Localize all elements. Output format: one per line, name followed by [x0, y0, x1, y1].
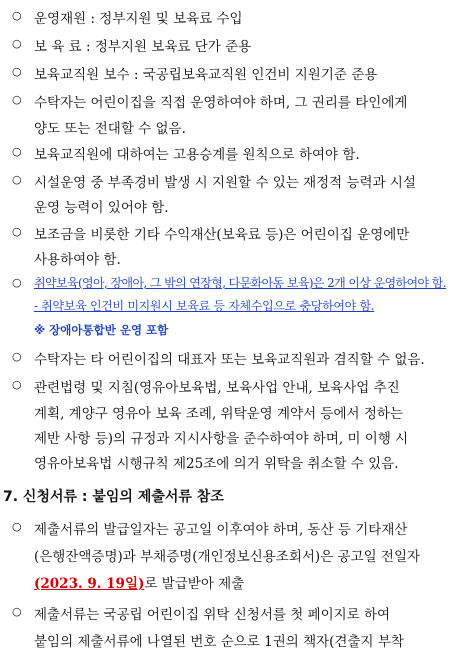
item-text-cont: 사용하여야 함. — [34, 252, 121, 268]
item-text-cont: (은행잔액증명)과 부채증명(개인정보신용조회서)은 공고일 전일자 — [34, 549, 421, 565]
item-text: 수탁자는 타 어린이집의 대표자 또는 보육교직원과 겸직할 수 없음. — [34, 352, 425, 368]
item-text: 보조금을 비롯한 기타 수익재산(보육료 등)은 어린이집 운영에만 — [34, 227, 410, 243]
item-text: 시설운영 중 부족경비 발생 시 지원할 수 있는 재정적 능력과 시설 — [34, 175, 416, 191]
bullet-icon: ○ — [12, 350, 22, 363]
item-text: 제출서류는 국공립 어린이집 위탁 신청서를 첫 페이지로 하여 — [34, 607, 391, 623]
item-text: 관련법령 및 지침(영유아보육법, 보육사업 안내, 보육사업 추진 — [34, 380, 400, 396]
item-text: 운영재원 : 정부지원 및 보육료 수입 — [34, 11, 243, 27]
deadline-date: (2023. 9. 19일) — [34, 576, 145, 592]
item-text: 보육교직원에 대하여는 고용승계를 원칙으로 하여야 함. — [34, 147, 360, 163]
bullet-icon: ○ — [12, 37, 22, 50]
item-text-cont: 계획, 계양구 영유아 보육 조례, 위탁운영 계약서 등에서 정하는 — [34, 406, 403, 422]
note-text: ※ 장애아통합반 운영 포함 — [34, 323, 169, 337]
item-text-cont: 붙임의 제출서류에 나열된 번호 순으로 1권의 책자(견출지 부착 — [34, 634, 404, 650]
item-text-cont: - 취약보육 인건비 미지원시 보육료 등 자체수입으로 충당하여야 함. — [34, 299, 375, 313]
bullet-icon: ○ — [12, 276, 22, 289]
bullet-icon: ○ — [12, 9, 22, 22]
item-text: 수탁자는 어린이집을 직접 운영하여야 하며, 그 권리를 타인에게 — [34, 95, 408, 111]
item-text: 보육교직원 보수 : 국공립보육교직원 인건비 지원기준 준용 — [34, 67, 378, 83]
bullet-icon: ○ — [12, 378, 22, 391]
bullet-icon: ○ — [12, 145, 22, 158]
item-text-cont — [34, 572, 244, 592]
item-text: 제출서류의 발급일자는 공고일 이후여야 하며, 동산 등 기타재산 — [34, 522, 408, 538]
section-heading: 7. 신청서류 : 붙임의 제출서류 참조 — [3, 489, 224, 505]
item-text: 보 육 료 : 정부지원 보육료 단가 준용 — [34, 39, 252, 55]
bullet-icon: ○ — [12, 65, 22, 78]
bullet-icon: ○ — [12, 225, 22, 238]
item-text-cont: 운영 능력이 있어야 함. — [34, 200, 169, 216]
bullet-icon: ○ — [12, 605, 22, 618]
item-text-rest: 로 발급받아 제출 — [144, 576, 245, 592]
item-text-cont: 영유아보육법 시행규칙 제25조에 의거 위탁을 취소할 수 있음. — [34, 456, 399, 472]
item-text-cont: 제반 사항 등)의 규정과 지시사항을 준수하여야 하며, 미 이행 시 — [34, 431, 409, 447]
bullet-icon: ○ — [12, 93, 22, 106]
item-text-cont: 양도 또는 전대할 수 없음. — [34, 121, 186, 137]
bullet-icon: ○ — [12, 520, 22, 533]
bullet-icon: ○ — [12, 173, 22, 186]
item-text: 취약보육(영아, 장애아, 그 밖의 연장형, 다문화아동 보육)은 2개 이상 운영하여야 함. — [34, 276, 446, 290]
